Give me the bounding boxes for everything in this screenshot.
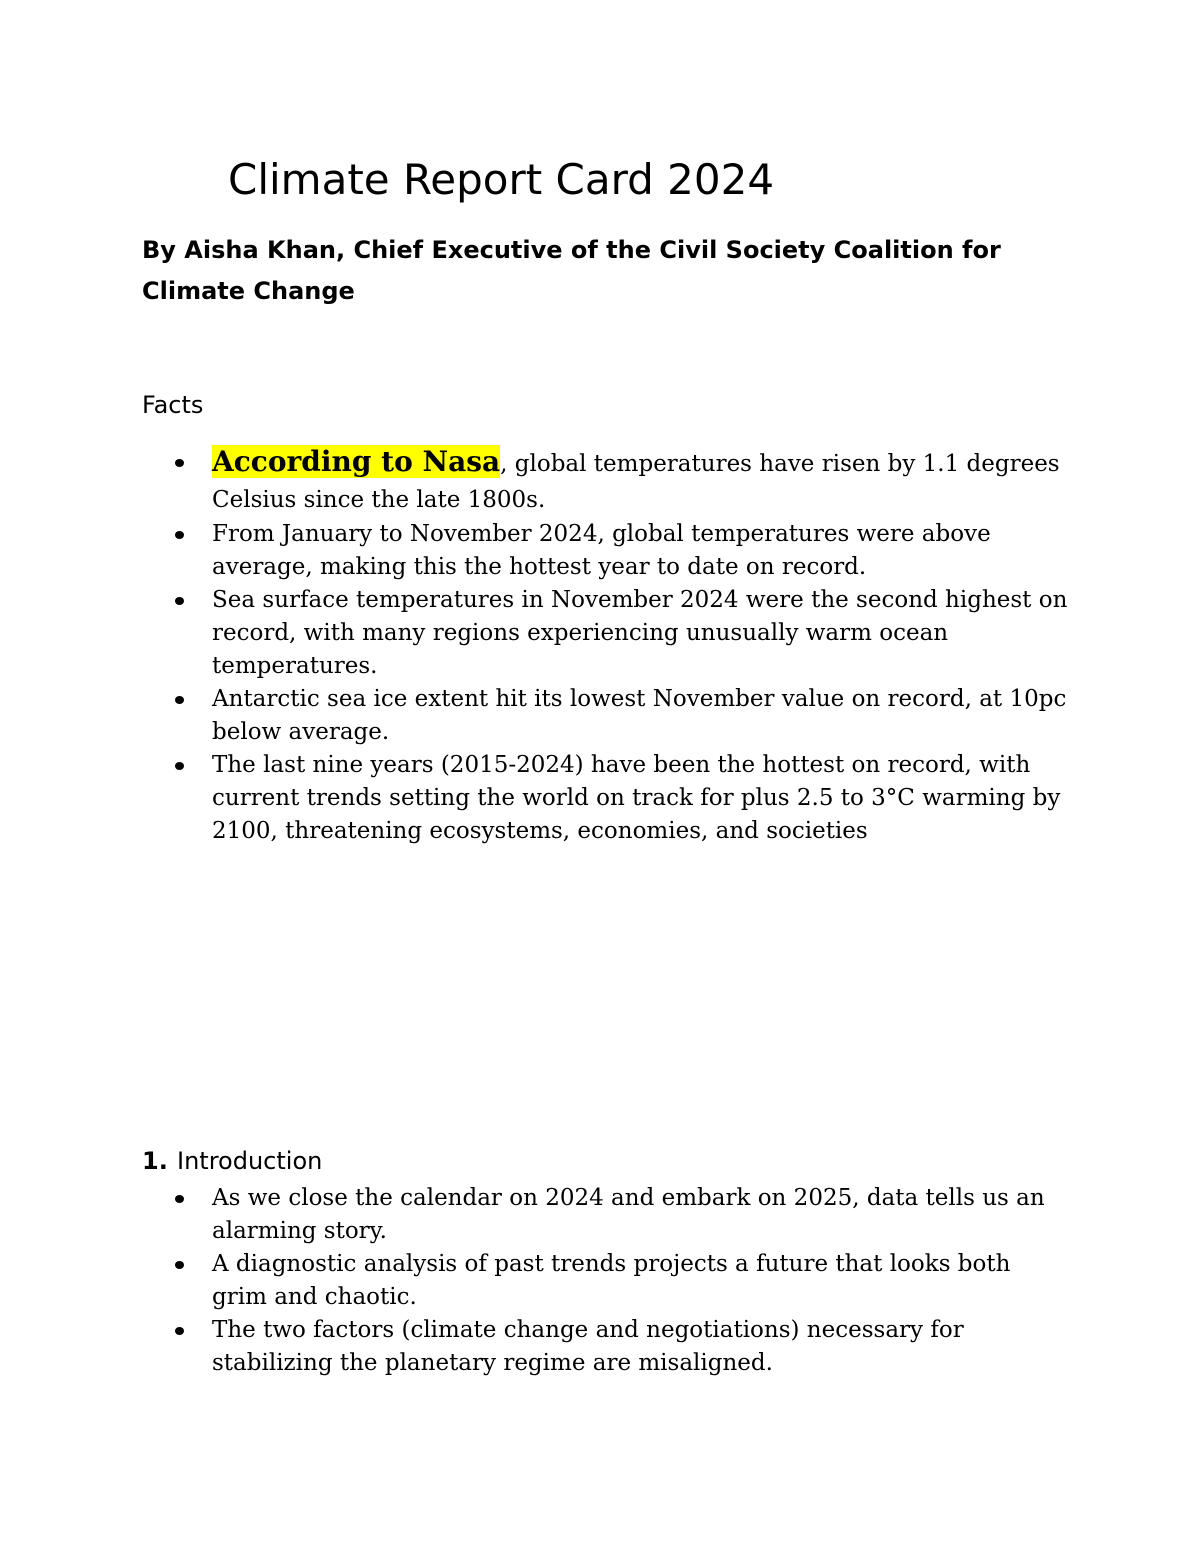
bullet-icon [175,762,184,770]
list-item [0,1248,1068,1314]
list-item-text: The two factors (climate change and negotiations) necessary for stabilizing the planetary regime are misaligned. [212,1317,964,1376]
list-item-text: From January to November 2024, global temperatures were above average, making this the hottest year to date on record. [212,521,991,580]
facts-list [0,444,1068,848]
section-title: Introduction [177,1147,323,1175]
list-item [0,749,1068,848]
bullet-icon [175,1261,184,1269]
bullet-icon [175,1195,184,1203]
facts-heading: Facts [142,391,204,419]
bullet-icon [175,459,184,467]
list-item-text: As we close the calendar on 2024 and embark on 2025, data tells us an alarming story. [212,1185,1045,1244]
list-item [0,683,1068,749]
introduction-heading [142,1144,322,1178]
list-item [0,1314,1068,1380]
bullet-icon [175,696,184,704]
bullet-icon [175,531,184,539]
list-item-text: Sea surface temperatures in November 2024 were the second highest on record, with many regions experiencing unusually warm ocean temperatures. [212,587,1068,679]
list-item-text: The last nine years (2015-2024) have been the hottest on record, with current trends setting the world on track for plus 2.5 to 3°C warming by 2100, threatening ecosystems, economies, and societies [212,752,1061,844]
list-item-text: A diagnostic analysis of past trends projects a future that looks both grim and chaotic. [212,1251,1011,1310]
bullet-icon [175,597,184,605]
list-item-text: , global temperatures have risen by 1.1 degrees Celsius since the late 1800s. [212,451,1060,513]
list-item [0,518,1068,584]
author-byline: By Aisha Khan, Chief Executive of the Civil Society Coalition for Climate Change [142,236,1001,305]
list-item [0,444,1068,518]
highlighted-source: According to Nasa [212,445,501,478]
bullet-icon [175,1327,184,1335]
list-item-text: Antarctic sea ice extent hit its lowest November value on record, at 10pc below average. [212,686,1067,745]
document-title: Climate Report Card 2024 [228,155,775,204]
list-item [0,1182,1068,1248]
section-number: 1. [142,1147,168,1175]
introduction-list [0,1182,1068,1380]
list-item [0,584,1068,683]
